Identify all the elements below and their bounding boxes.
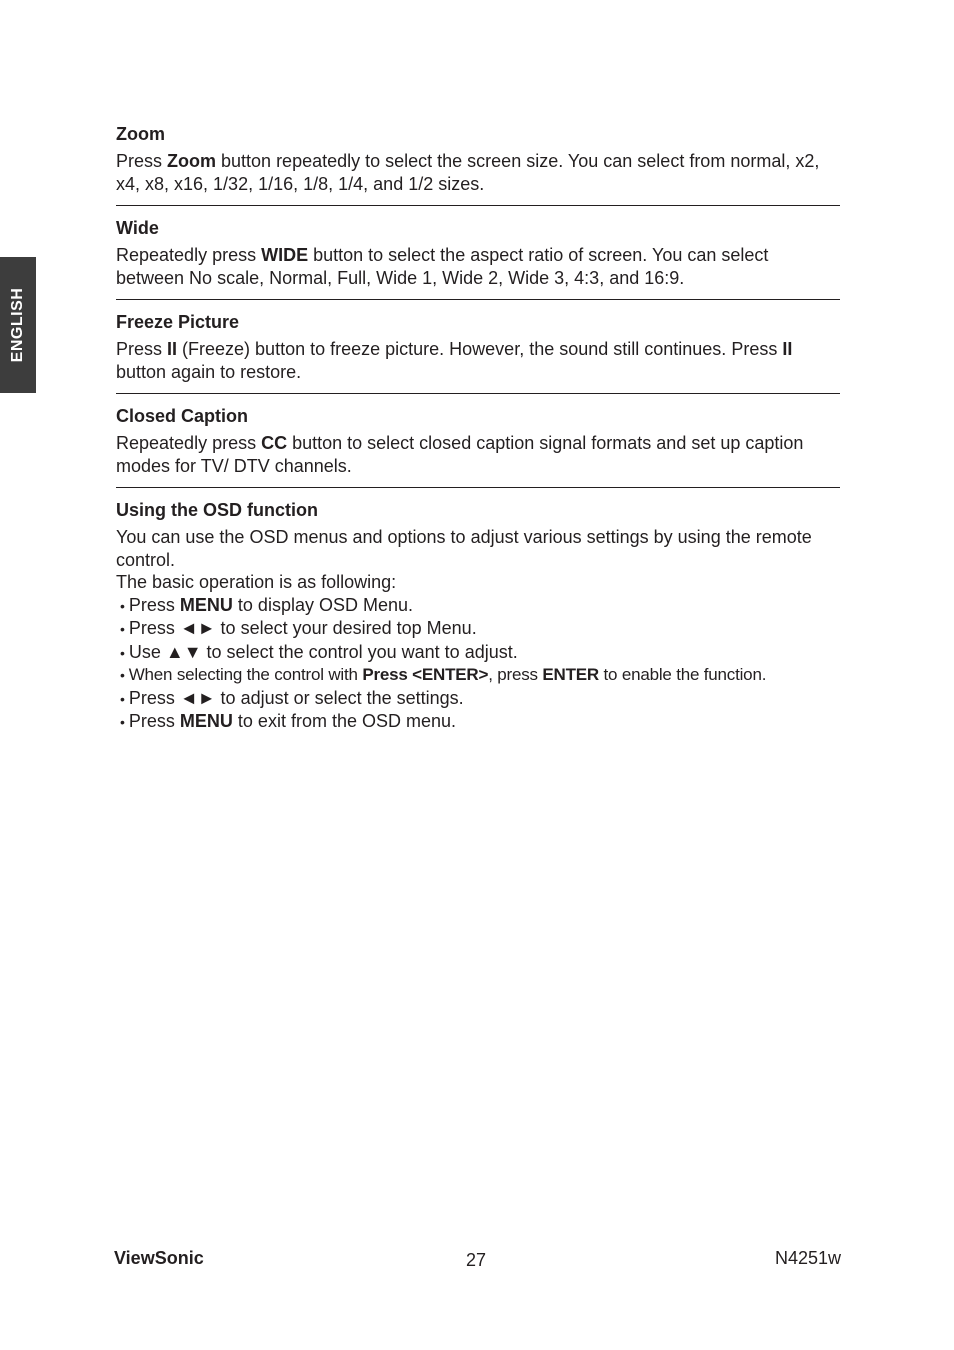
bullet-icon: •: [120, 690, 125, 707]
text-run: Press ◄► to adjust or select the settings.: [128, 687, 464, 708]
bullet-icon: •: [120, 644, 125, 661]
osd-step: [120, 641, 840, 665]
bold-term: WIDE: [261, 245, 309, 265]
bold-term: MENU: [179, 594, 233, 615]
bold-term: Press <ENTER>: [362, 665, 489, 684]
bold-term: CC: [261, 433, 288, 453]
section-title: Closed Caption: [116, 406, 249, 426]
text-run: Press ◄► to select your desired top Menu.: [128, 618, 477, 638]
osd-step: [120, 687, 840, 711]
language-tab-label: ENGLISH: [9, 287, 26, 363]
text-run: Press: [116, 339, 168, 359]
language-tab: [0, 257, 36, 393]
osd-step: [120, 594, 840, 618]
osd-step: [120, 710, 840, 734]
footer-brand: ViewSonic: [114, 1248, 204, 1268]
bold-term: Zoom: [167, 151, 217, 171]
osd-section-title: Using the OSD function: [116, 500, 318, 520]
bullet-icon: •: [120, 714, 125, 730]
bold-term: MENU: [179, 711, 233, 731]
text-run: button again to restore.: [116, 361, 302, 382]
text-run: (Freeze) button to freeze picture. However, the sound still continues. Press: [177, 339, 783, 359]
osd-step: [120, 664, 840, 687]
text-run: Use ▲▼ to select the control you want to adjust.: [128, 641, 518, 662]
osd-step: [120, 617, 840, 641]
page-number: 27: [466, 1250, 487, 1270]
text-run: Repeatedly press: [116, 245, 262, 265]
section-body: [116, 150, 840, 195]
text-run: Press: [128, 594, 180, 615]
bullet-icon: •: [120, 621, 125, 637]
feature-sections: [116, 122, 840, 488]
text-run: Repeatedly press: [116, 433, 262, 453]
text-run: Press: [128, 711, 180, 731]
text-run: to display OSD Menu.: [232, 594, 414, 615]
text-run: to enable the function.: [599, 665, 767, 684]
text-run: button repeatedly to select the screen size. You can select from normal, x2, x4, x8, x16, 1/32, 1/16, 1/8, 1/4, and 1/2 sizes.: [116, 151, 820, 194]
bold-term: II: [782, 339, 793, 359]
text-run: When selecting the control with: [128, 665, 363, 684]
section-title: Wide: [116, 218, 159, 238]
text-run: Press: [116, 151, 168, 171]
osd-section: [116, 498, 840, 744]
footer-model: N4251w: [774, 1248, 841, 1268]
section-title: Zoom: [116, 124, 165, 144]
manual-content: [116, 122, 840, 744]
text-run: to exit from the OSD menu.: [232, 711, 457, 731]
text-run: button to select the aspect ratio of screen. You can select between No scale, Normal, Full, Wide 1, Wide 2, Wide 3, 4:3, and 16:9.: [116, 245, 769, 288]
osd-basic-operation: The basic operation is as following:: [116, 572, 397, 592]
bold-term: ENTER: [542, 665, 599, 684]
bullet-icon: •: [120, 597, 125, 614]
section-body: [116, 338, 840, 383]
section-wide: [116, 216, 840, 300]
section-zoom: [116, 122, 840, 206]
bold-term: II: [167, 339, 178, 359]
osd-intro: You can use the OSD menus and options to adjust various settings by using the remote control.: [116, 527, 812, 570]
text-run: , press: [488, 665, 543, 684]
bullet-icon: •: [120, 667, 125, 683]
section-title: Freeze Picture: [116, 312, 240, 332]
section-closed-caption: [116, 404, 840, 488]
section-body: [116, 244, 840, 289]
section-freeze-picture: [116, 310, 840, 394]
text-run: button to select closed caption signal formats and set up caption modes for TV/ DTV channels.: [116, 433, 804, 476]
section-body: [116, 432, 840, 477]
osd-steps-list: [116, 594, 840, 734]
